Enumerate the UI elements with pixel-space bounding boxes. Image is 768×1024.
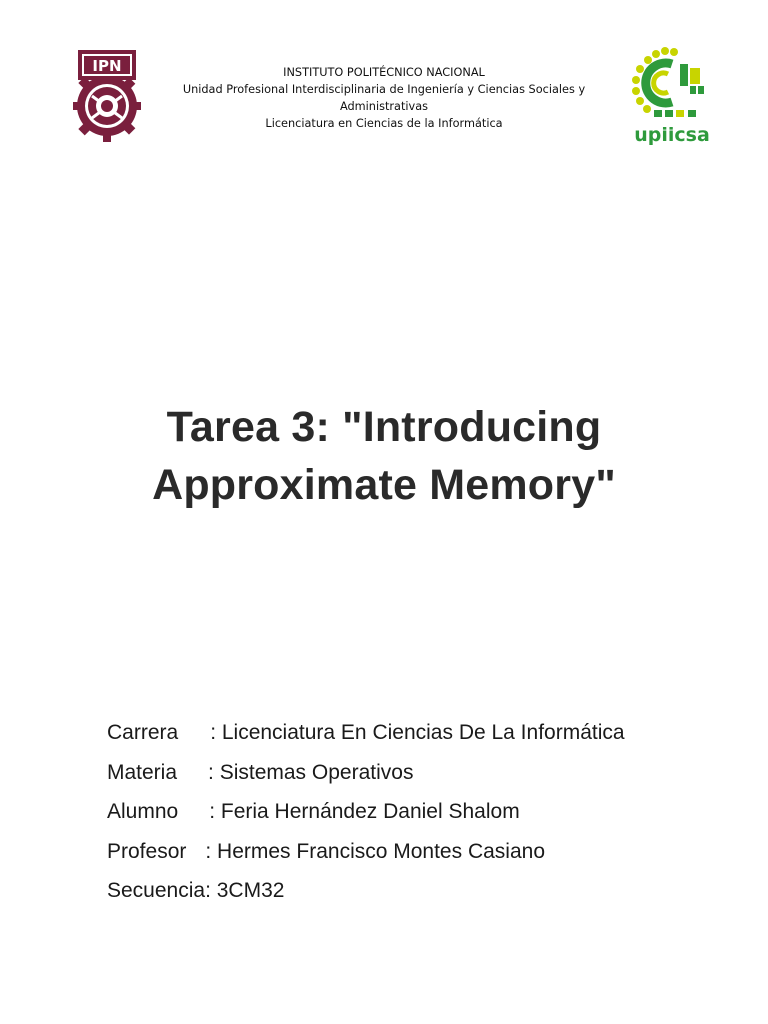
carrera-row (107, 718, 727, 758)
unit-name-line2: Administrativas (339, 100, 429, 113)
profesor-row (107, 837, 727, 877)
profesor-label: Profesor (107, 839, 187, 863)
document-title (84, 398, 684, 514)
secuencia-value: 3CM32 (210, 879, 285, 902)
secuencia-row (107, 876, 727, 916)
upiicsa-wordmark: upiicsa (634, 124, 710, 146)
alumno-label: Alumno (107, 800, 179, 823)
profesor-value: : Hermes Francisco Montes Casiano (205, 839, 545, 863)
ipn-logo-icon (70, 46, 144, 148)
program-name: Licenciatura en Ciencias de la Informática (265, 117, 503, 130)
alumno-row (107, 797, 727, 837)
title-line1: Tarea 3: "Introducing (166, 403, 602, 451)
alumno-value: : Feria Hernández Daniel Shalom (209, 800, 520, 823)
upiicsa-logo-icon (628, 44, 714, 148)
student-info (107, 718, 727, 916)
carrera-value: : Licenciatura En Ciencias De La Informática (210, 721, 625, 744)
materia-label: Materia (107, 760, 178, 784)
institution-header (180, 64, 588, 132)
materia-value: : Sistemas Operativos (208, 760, 414, 784)
secuencia-label: Secuencia: (107, 879, 211, 902)
ipn-logo-letters: IPN (92, 57, 122, 75)
unit-name-line1: Unidad Profesional Interdisciplinaria de Ingeniería y Ciencias Sociales y (182, 83, 586, 96)
institution-name: INSTITUTO POLITÉCNICO NACIONAL (283, 66, 485, 79)
materia-row (107, 758, 727, 798)
carrera-label: Carrera (107, 721, 179, 744)
title-line2: Approximate Memory" (152, 461, 616, 509)
